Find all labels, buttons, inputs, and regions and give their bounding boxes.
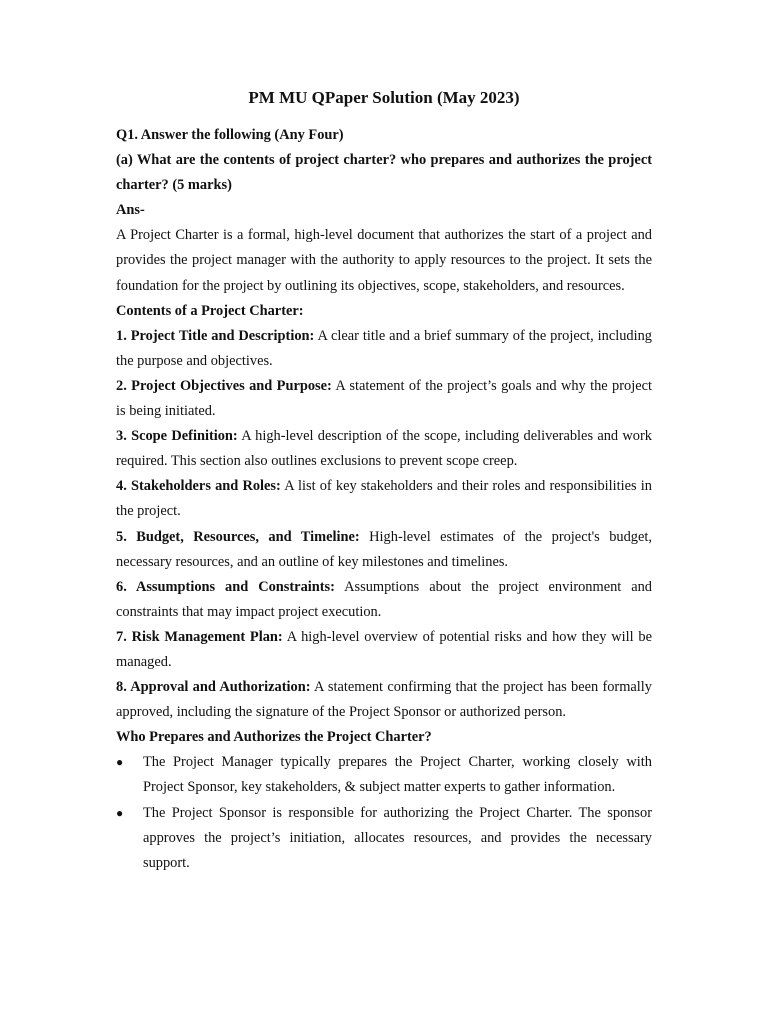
content-item-text: A clear title and a brief summary of the project, including the purpose and objectives.	[116, 327, 652, 369]
bullet-icon: ●	[116, 755, 124, 770]
document-body	[116, 123, 652, 876]
list-item	[116, 801, 652, 876]
content-item-text: A high-level overview of potential risks and how they will be managed.	[116, 628, 653, 670]
bullet-icon: ●	[116, 805, 124, 820]
content-item-term: 1. Project Title and Description:	[116, 327, 315, 344]
answer-label: Ans-	[116, 202, 145, 219]
intro-paragraph: A Project Charter is a formal, high-level document that authorizes the start of a project and provides the project manager with the authority to apply resources to the project. It sets the foundation for the project by outlining its objectives, scope, stakeholders, and resources.	[116, 227, 652, 294]
content-item-term: 5. Budget, Resources, and Timeline:	[116, 528, 360, 545]
content-item	[116, 324, 652, 374]
bullet-list	[116, 750, 652, 875]
sub-question: (a) What are the contents of project charter? who prepares and authorizes the project charter? (5 marks)	[116, 152, 652, 194]
content-item-term: 8. Approval and Authorization:	[116, 679, 311, 696]
content-item-term: 3. Scope Definition:	[116, 428, 238, 445]
content-item	[116, 675, 652, 725]
content-item-term: 6. Assumptions and Constraints:	[116, 578, 335, 595]
content-item-text: A statement of the project’s goals and why the project is being initiated.	[116, 377, 652, 420]
content-item-text: Assumptions about the project environment and constraints that may impact project execution.	[116, 578, 652, 620]
who-heading: Who Prepares and Authorizes the Project Charter?	[116, 729, 432, 746]
content-item	[116, 575, 652, 625]
content-item-text: High-level estimates of the project's budget, necessary resources, and an outline of key milestones and timelines.	[116, 528, 652, 570]
question-heading: Q1. Answer the following (Any Four)	[116, 127, 344, 143]
content-item-term: 4. Stakeholders and Roles:	[116, 478, 281, 495]
content-item-term: 2. Project Objectives and Purpose:	[116, 377, 332, 394]
content-item-text: A high-level description of the scope, including deliverables and work required. This section also outlines exclusions to prevent scope creep.	[116, 428, 652, 470]
content-item-term: 7. Risk Management Plan:	[116, 628, 283, 645]
content-item	[116, 424, 652, 474]
content-item-text: A statement confirming that the project has been formally approved, including the signature of the Project Sponsor or authorized person.	[116, 679, 652, 721]
page-title: PM MU QPaper Solution (May 2023)	[248, 88, 520, 107]
content-item	[116, 525, 652, 575]
contents-heading: Contents of a Project Charter:	[116, 302, 304, 319]
content-item	[116, 374, 652, 424]
list-item-text: The Project Manager typically prepares the Project Charter, working closely with Project Sponsor, key stakeholders, & subject matter experts to gather information.	[143, 754, 652, 796]
list-item	[116, 750, 652, 800]
content-item-text: A list of key stakeholders and their roles and responsibilities in the project.	[116, 478, 652, 520]
content-item	[116, 474, 652, 524]
content-item	[116, 625, 652, 675]
list-item-text: The Project Sponsor is responsible for authorizing the Project Charter. The sponsor approves the project’s initiation, allocates resources, and provides the necessary support.	[143, 804, 652, 871]
